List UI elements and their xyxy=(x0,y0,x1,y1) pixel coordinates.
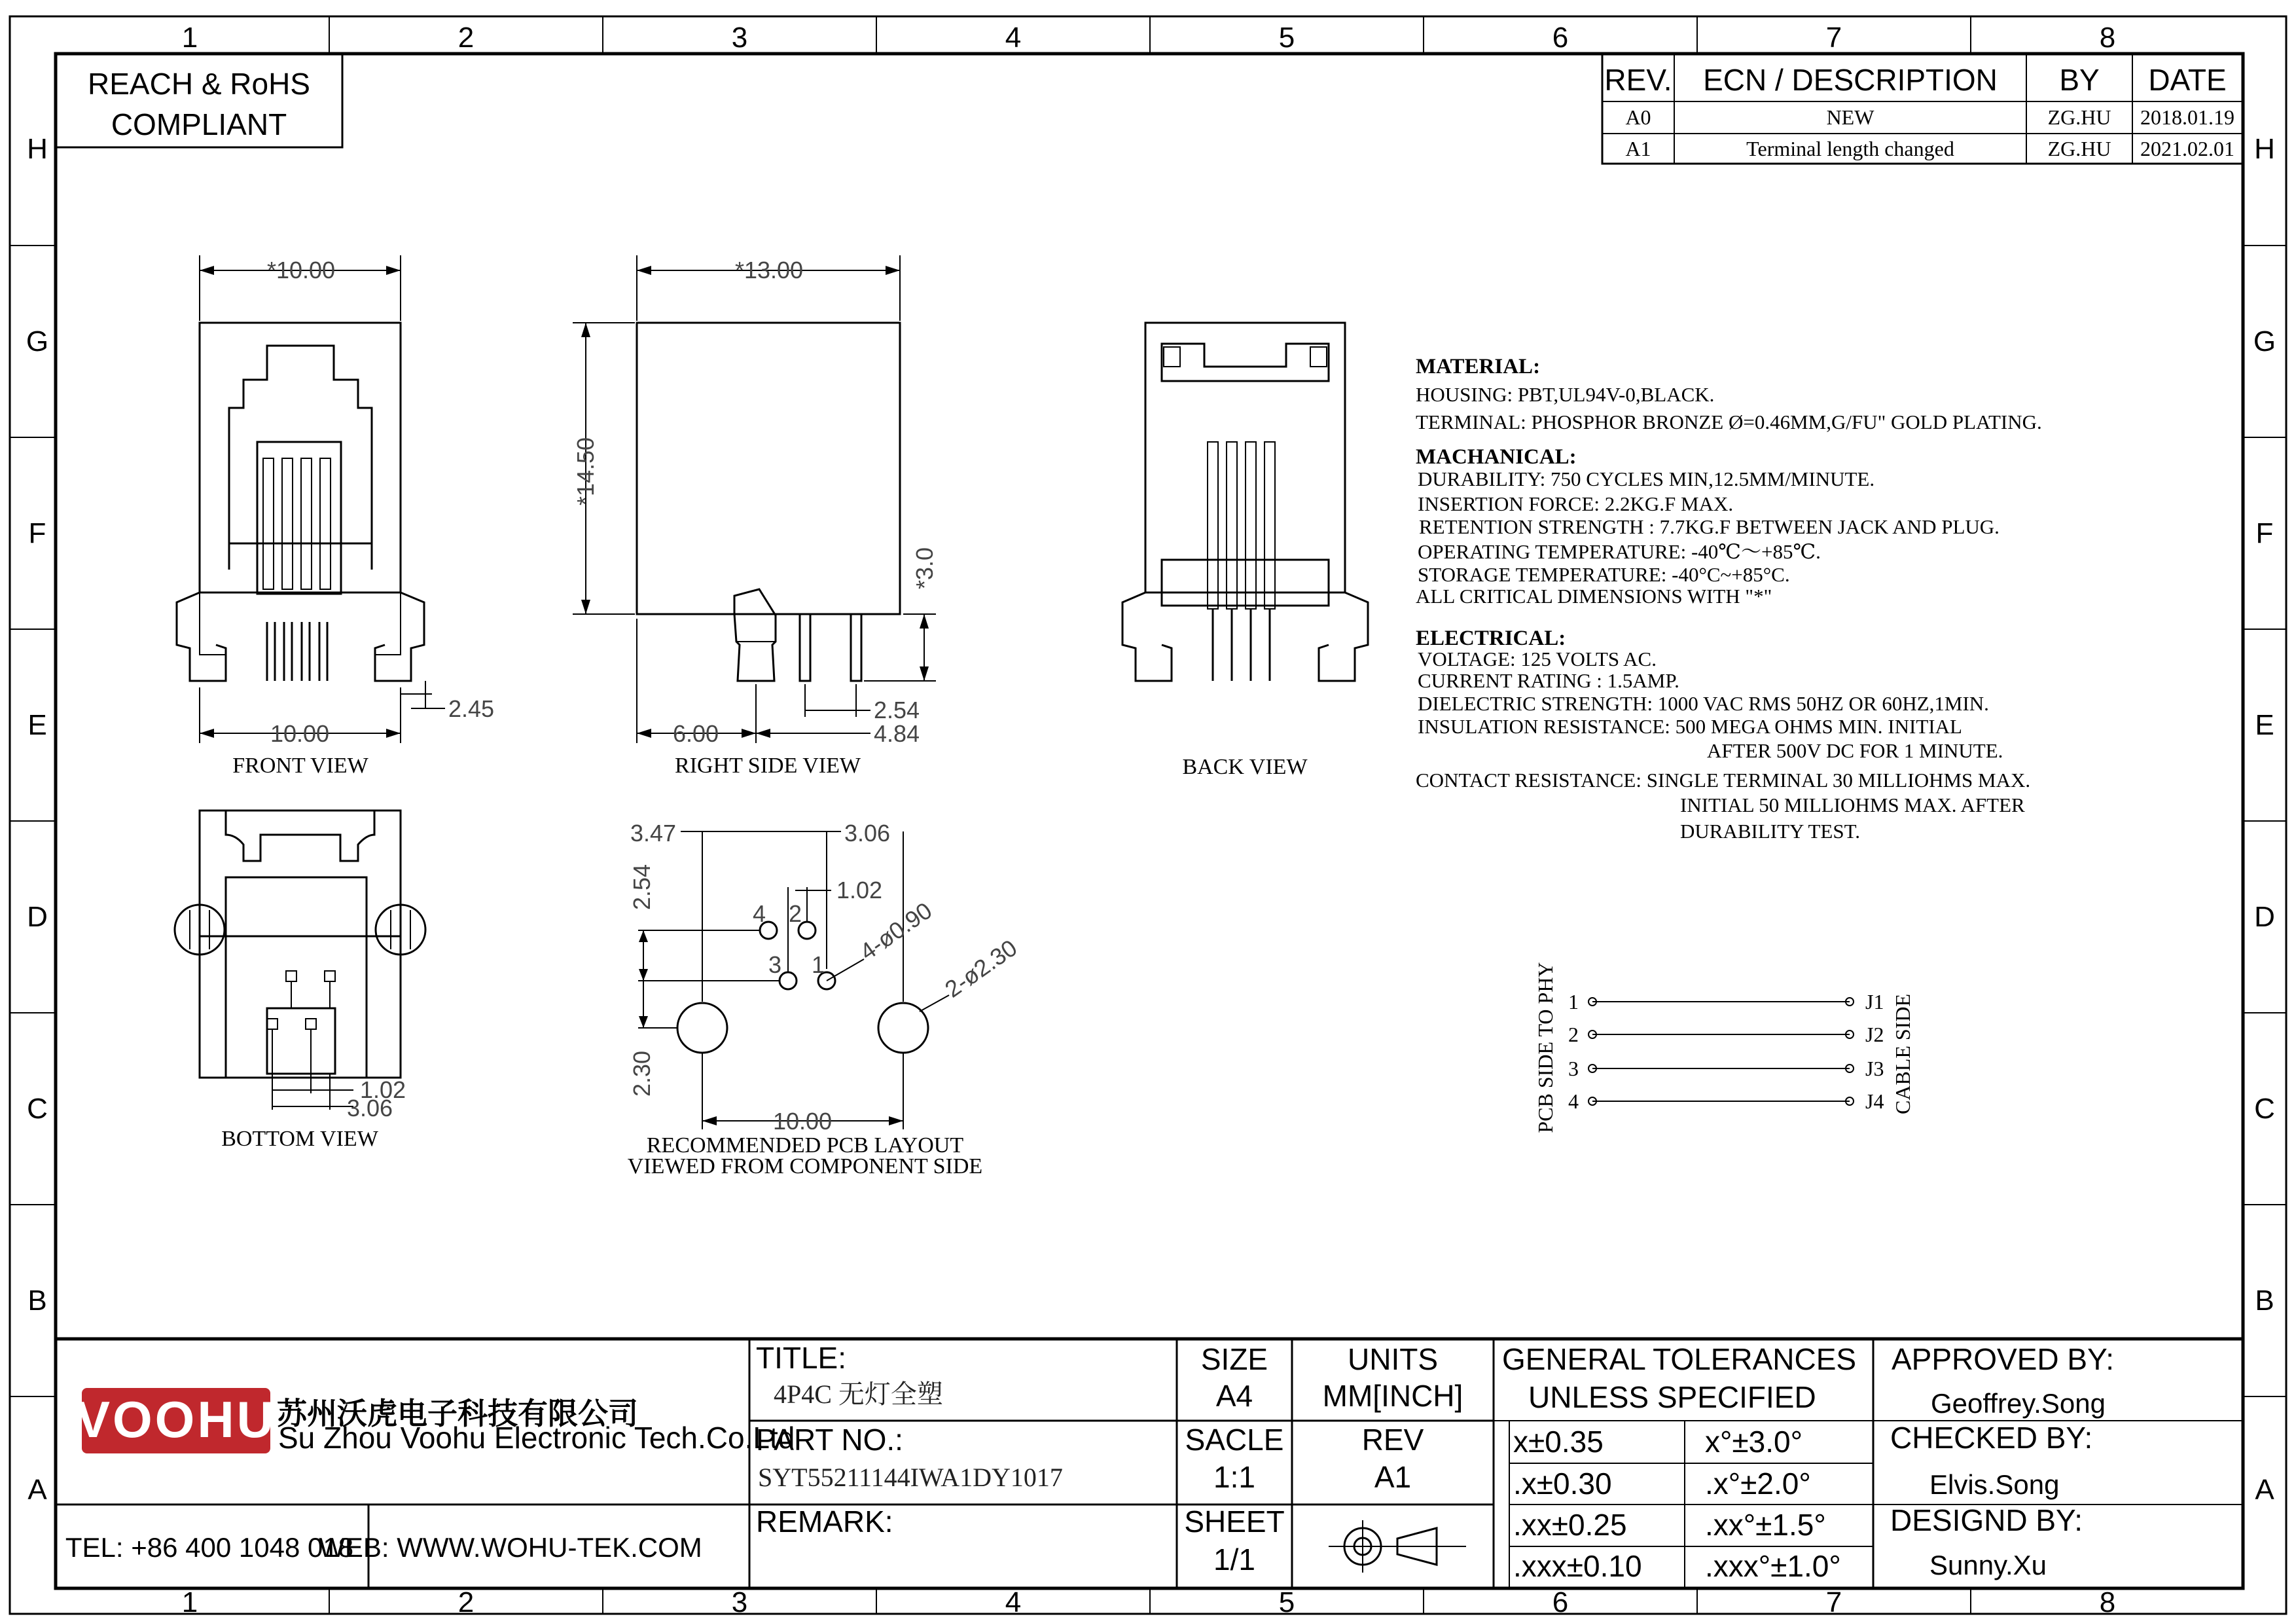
size-value: A4 xyxy=(1215,1379,1253,1413)
zone-col-4: 4 xyxy=(1005,22,1022,54)
rev-label: REV xyxy=(1361,1423,1424,1457)
scale-value: 1:1 xyxy=(1213,1460,1255,1494)
spec-electrical-3: INSULATION RESISTANCE: 500 MEGA OHMS MIN. INITIAL xyxy=(1418,715,1962,738)
zone-row-H: H xyxy=(27,133,48,165)
rev-row-1-desc: Terminal length changed xyxy=(1746,137,1954,160)
pcb-pin-4: 4 xyxy=(753,900,766,927)
spec-mechanical-0: DURABILITY: 750 CYCLES MIN,12.5MM/MINUTE. xyxy=(1418,467,1875,490)
wiring-right-label: CABLE SIDE xyxy=(1891,994,1914,1114)
spec-electrical-6: INITIAL 50 MILLIOHMS MAX. AFTER xyxy=(1680,793,2025,816)
designed-label: DESIGND BY: xyxy=(1890,1503,2083,1537)
rev-row-0-desc: NEW xyxy=(1826,105,1874,129)
wiring-diagram xyxy=(1534,962,1914,1133)
rev-row-1-date: 2021.02.01 xyxy=(2140,137,2234,160)
tolerance-1-angular: .x°±2.0° xyxy=(1705,1467,1811,1501)
dim-front-width-top: *10.00 xyxy=(266,257,336,283)
dim-side-height: *14.50 xyxy=(572,437,599,506)
dim-pcb-pitch: 1.02 xyxy=(836,877,883,903)
compliance-line-1: REACH & RoHS xyxy=(88,67,310,101)
checked-value: Elvis.Song xyxy=(1929,1469,2060,1500)
zone-row-C-right: C xyxy=(2254,1093,2275,1125)
dim-bottom-pitch-2: 3.06 xyxy=(347,1095,393,1122)
remark-label: REMARK: xyxy=(756,1504,893,1539)
rev-header-date: DATE xyxy=(2148,63,2227,97)
part-number-value: SYT55211144IWA1DY1017 xyxy=(758,1463,1063,1492)
wiring-left-2: 2 xyxy=(1568,1023,1579,1046)
zone-row-D: D xyxy=(27,901,48,933)
wiring-left-4: 4 xyxy=(1568,1089,1579,1113)
tolerance-1-linear: .x±0.30 xyxy=(1513,1467,1612,1501)
zone-column-labels-top xyxy=(182,22,2115,54)
spec-mechanical-4: STORAGE TEMPERATURE: -40°C~+85°C. xyxy=(1418,563,1790,586)
zone-row-H-right: H xyxy=(2254,133,2275,165)
zone-row-B: B xyxy=(27,1285,47,1317)
compliance-line-2: COMPLIANT xyxy=(111,107,287,141)
zone-col-8-bottom: 8 xyxy=(2099,1586,2116,1618)
tolerance-0-angular: x°±3.0° xyxy=(1705,1425,1803,1459)
wiring-right-4: J4 xyxy=(1865,1089,1884,1113)
bottom-view xyxy=(175,811,425,1151)
spec-electrical-0: VOLTAGE: 125 VOLTS AC. xyxy=(1418,647,1657,670)
back-view xyxy=(1122,323,1368,779)
rev-row-0-date: 2018.01.19 xyxy=(2140,105,2234,129)
dim-pcb-post-y: 2.30 xyxy=(628,1050,655,1097)
units-label: UNITS xyxy=(1348,1342,1438,1376)
rev-row-0-by: ZG.HU xyxy=(2047,105,2111,129)
zone-col-6-bottom: 6 xyxy=(1552,1586,1569,1618)
dim-side-pin-length: *3.0 xyxy=(911,547,938,590)
zone-row-C: C xyxy=(27,1093,48,1125)
zone-row-E-right: E xyxy=(2255,709,2274,741)
dim-side-pin-pos: 4.84 xyxy=(874,720,920,747)
wiring-right-3: J3 xyxy=(1865,1057,1884,1080)
size-label: SIZE xyxy=(1200,1342,1268,1376)
zone-row-F-right: F xyxy=(2255,517,2274,549)
sheet-value: 1/1 xyxy=(1213,1542,1255,1577)
rev-header-by: BY xyxy=(2059,63,2100,97)
pcb-layout-label-2: VIEWED FROM COMPONENT SIDE xyxy=(627,1154,983,1178)
tolerance-2-angular: .xx°±1.5° xyxy=(1705,1508,1826,1542)
zone-col-3-bottom: 3 xyxy=(731,1586,748,1618)
spec-material-1: TERMINAL: PHOSPHOR BRONZE Ø=0.46MM,G/FU" GOLD PLATING. xyxy=(1416,410,2042,433)
zone-col-6: 6 xyxy=(1552,22,1569,54)
designed-value: Sunny.Xu xyxy=(1929,1550,2047,1580)
compliance-box xyxy=(56,54,342,147)
tolerance-title-1: GENERAL TOLERANCES xyxy=(1502,1342,1857,1376)
pcb-pin-1: 1 xyxy=(812,951,825,978)
zone-row-labels-left xyxy=(26,133,48,1506)
approved-label: APPROVED BY: xyxy=(1892,1342,2115,1376)
spec-electrical-7: DURABILITY TEST. xyxy=(1680,820,1860,843)
scale-label: SACLE xyxy=(1185,1423,1284,1457)
dim-pcb-large-holes: 2-ø2.30 xyxy=(940,934,1022,1003)
zone-col-3: 3 xyxy=(731,22,748,54)
dim-pcb-right: 3.06 xyxy=(844,820,891,847)
part-number-label: PART NO.: xyxy=(756,1423,903,1457)
right-side-view xyxy=(637,323,900,681)
title-value: 4P4C 无灯全塑 xyxy=(774,1379,943,1409)
zone-row-F: F xyxy=(28,517,46,549)
dim-front-pin-offset: 2.45 xyxy=(448,695,495,722)
dim-pcb-post-x: 10.00 xyxy=(772,1108,833,1135)
spec-electrical-2: DIELECTRIC STRENGTH: 1000 VAC RMS 50HZ OR 60HZ,1MIN. xyxy=(1418,692,1989,715)
wiring-right-2: J2 xyxy=(1865,1023,1884,1046)
zone-col-1-bottom: 1 xyxy=(181,1586,198,1618)
bottom-view-label: BOTTOM VIEW xyxy=(221,1127,378,1151)
wiring-left-1: 1 xyxy=(1568,990,1579,1013)
company-web[interactable]: WEB: WWW.WOHU-TEK.COM xyxy=(319,1532,702,1563)
spec-mechanical-3: OPERATING TEMPERATURE: -40℃～+85℃. xyxy=(1418,540,1821,563)
pcb-pin-3: 3 xyxy=(768,951,782,978)
zone-col-5-bottom: 5 xyxy=(1278,1586,1295,1618)
rev-header-desc: ECN / DESCRIPTION xyxy=(1703,63,1998,97)
zone-row-labels-right xyxy=(2253,133,2276,1506)
dim-pcb-left: 3.47 xyxy=(630,820,677,847)
zone-col-1: 1 xyxy=(181,22,198,54)
zone-col-8: 8 xyxy=(2099,22,2116,54)
dim-side-width: *13.00 xyxy=(734,257,804,283)
company-name-cn: 苏州沃虎电子科技有限公司 xyxy=(277,1396,638,1431)
zone-row-B-right: B xyxy=(2255,1285,2274,1317)
dim-front-width-bottom: 10.00 xyxy=(270,720,330,747)
title-block xyxy=(56,1339,2243,1588)
zone-col-2-bottom: 2 xyxy=(457,1586,475,1618)
zone-col-5: 5 xyxy=(1278,22,1295,54)
units-value: MM[INCH] xyxy=(1322,1379,1463,1413)
wiring-left-label: PCB SIDE TO PHY xyxy=(1534,962,1557,1133)
dim-pcb-small-holes: 4-ø0.90 xyxy=(855,896,937,966)
zone-col-7: 7 xyxy=(1825,22,1842,54)
front-view xyxy=(177,323,424,681)
logo-text: VOOHU xyxy=(75,1391,277,1448)
spec-mechanical-5: ALL CRITICAL DIMENSIONS WITH "*" xyxy=(1416,585,1772,608)
rev-value: A1 xyxy=(1374,1460,1412,1494)
tolerance-title-2: UNLESS SPECIFIED xyxy=(1528,1380,1816,1414)
zone-row-E: E xyxy=(27,709,47,741)
dim-side-post-pos: 6.00 xyxy=(672,720,719,747)
zone-row-A-right: A xyxy=(2255,1474,2274,1506)
front-view-dimensions xyxy=(200,255,494,778)
projection-symbol-icon xyxy=(1329,1520,1466,1573)
spec-electrical-title: ELECTRICAL: xyxy=(1416,627,1566,650)
spec-electrical-5: CONTACT RESISTANCE: SINGLE TERMINAL 30 MILLIOHMS MAX. xyxy=(1416,769,2031,792)
dim-pcb-row: 2.54 xyxy=(628,864,655,911)
zone-col-4-bottom: 4 xyxy=(1005,1586,1022,1618)
dim-bottom-pitch-1: 1.02 xyxy=(360,1076,406,1103)
pcb-layout xyxy=(628,820,1022,1178)
spec-electrical-1: CURRENT RATING : 1.5AMP. xyxy=(1418,669,1679,692)
tolerance-3-linear: .xxx±0.10 xyxy=(1513,1549,1642,1583)
pcb-layout-label-1: RECOMMENDED PCB LAYOUT xyxy=(646,1133,964,1158)
zone-row-A: A xyxy=(27,1474,47,1506)
specifications xyxy=(1416,355,2042,843)
zone-col-7-bottom: 7 xyxy=(1825,1586,1842,1618)
rev-row-0-rev: A0 xyxy=(1625,105,1651,129)
title-label: TITLE: xyxy=(756,1341,847,1375)
approved-value: Geoffrey.Song xyxy=(1931,1388,2106,1419)
sheet-label: SHEET xyxy=(1184,1504,1285,1539)
rev-row-1-rev: A1 xyxy=(1625,137,1651,160)
tolerance-2-linear: .xx±0.25 xyxy=(1513,1508,1627,1542)
rev-header-rev: REV. xyxy=(1604,63,1672,97)
zone-row-G: G xyxy=(26,325,49,357)
zone-col-2: 2 xyxy=(457,22,475,54)
revision-table xyxy=(1602,54,2243,164)
spec-mechanical-2: RETENTION STRENGTH : 7.7KG.F BETWEEN JACK AND PLUG. xyxy=(1419,515,2000,538)
spec-mechanical-title: MACHANICAL: xyxy=(1416,445,1577,469)
dim-side-pitch: 2.54 xyxy=(874,697,920,723)
spec-material-0: HOUSING: PBT,UL94V-0,BLACK. xyxy=(1416,383,1715,406)
zone-row-D-right: D xyxy=(2254,901,2275,933)
spec-material-title: MATERIAL: xyxy=(1416,355,1541,378)
back-view-label: BACK VIEW xyxy=(1182,755,1308,779)
pcb-pin-2: 2 xyxy=(789,900,802,927)
tolerance-0-linear: x±0.35 xyxy=(1513,1425,1604,1459)
checked-label: CHECKED BY: xyxy=(1890,1421,2093,1455)
front-view-label: FRONT VIEW xyxy=(232,754,368,778)
rev-row-1-by: ZG.HU xyxy=(2047,137,2111,160)
company-name-en: Su Zhou Voohu Electronic Tech.Co.Ltd xyxy=(278,1421,795,1455)
zone-row-G-right: G xyxy=(2253,325,2276,357)
wiring-left-3: 3 xyxy=(1568,1057,1579,1080)
company-tel: TEL: +86 400 1048 018 xyxy=(65,1532,354,1563)
spec-mechanical-1: INSERTION FORCE: 2.2KG.F MAX. xyxy=(1418,492,1734,515)
right-side-view-dimensions xyxy=(572,255,938,778)
right-side-view-label: RIGHT SIDE VIEW xyxy=(675,754,861,778)
tolerance-3-angular: .xxx°±1.0° xyxy=(1705,1549,1841,1583)
spec-electrical-4: AFTER 500V DC FOR 1 MINUTE. xyxy=(1707,739,2003,762)
wiring-right-1: J1 xyxy=(1865,990,1884,1013)
